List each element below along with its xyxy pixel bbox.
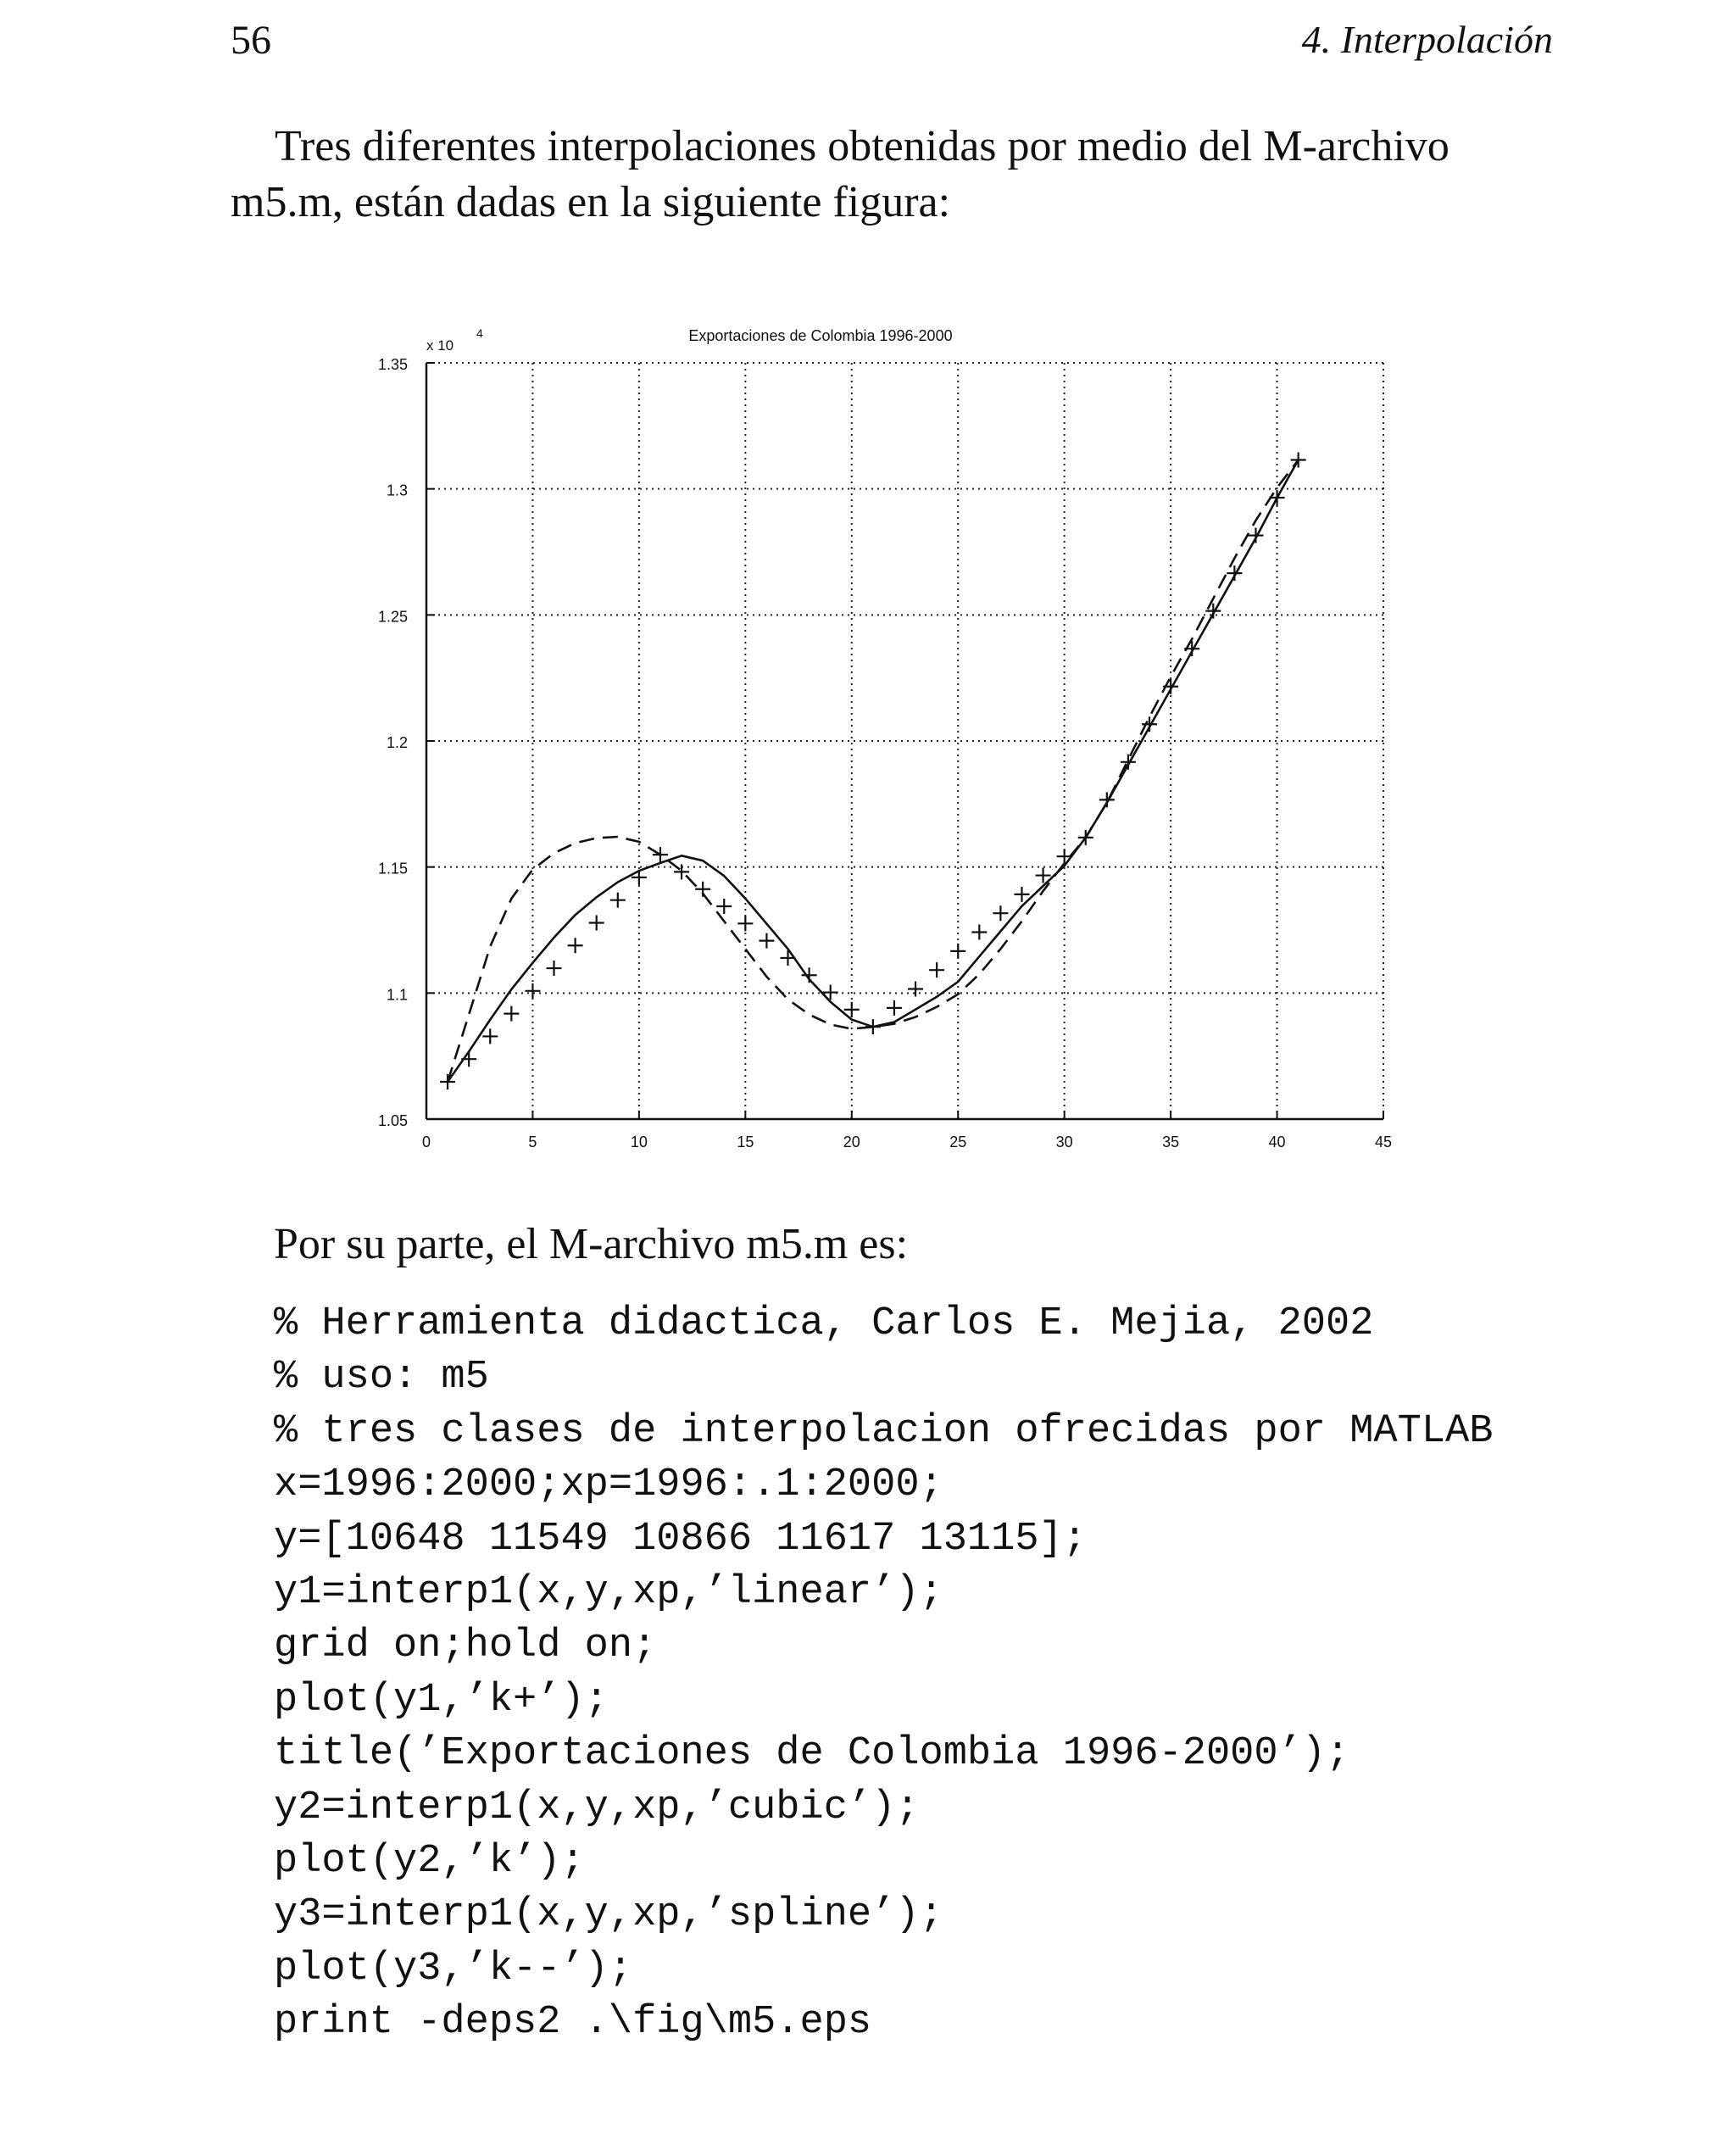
y-tick-label: 1.1	[386, 986, 408, 1004]
matlab-code-listing	[274, 1297, 1493, 2050]
chart-labels	[378, 326, 1392, 1150]
linear-plus-marker	[568, 938, 583, 953]
x-tick-label: 45	[1374, 1134, 1393, 1150]
chart-title: Exportaciones de Colombia 1996-2000	[688, 327, 953, 344]
x-tick-label: 25	[949, 1134, 967, 1150]
intro-text: Tres diferentes interpolaciones obtenidas por medio del M-archivo m5.m, están dadas en la siguiente figura:	[231, 122, 1449, 226]
linear-plus-marker	[504, 1006, 519, 1022]
code-line: print -deps2 .\fig\m5.eps	[274, 2000, 872, 2046]
linear-plus-marker	[737, 916, 753, 931]
linear-plus-marker	[632, 870, 647, 885]
linear-plus-marker	[759, 933, 774, 949]
x-tick-label: 5	[528, 1134, 537, 1150]
running-head: 4. Interpolación	[1301, 18, 1553, 61]
code-line: plot(y1,’k+’);	[274, 1677, 609, 1723]
x-tick-label: 10	[630, 1134, 648, 1150]
code-line: plot(y2,’k’);	[274, 1839, 585, 1885]
linear-plus-marker	[887, 1000, 902, 1016]
linear-plus-marker	[929, 962, 944, 978]
code-line: y1=interp1(x,y,xp,’linear’);	[274, 1570, 943, 1616]
code-line: y2=interp1(x,y,xp,’cubic’);	[274, 1785, 920, 1830]
page-number: 56	[231, 18, 271, 63]
x-tick-label: 20	[843, 1134, 860, 1150]
linear-plus-marker	[589, 915, 604, 930]
code-line: % uso: m5	[274, 1355, 489, 1401]
linear-plus-marker	[908, 982, 923, 997]
code-line: % Herramienta didactica, Carlos E. Mejia, 2002	[274, 1301, 1374, 1346]
linear-plus-marker	[482, 1028, 498, 1044]
linear-plus-marker	[547, 961, 562, 976]
y-tick-label: 1.05	[377, 1112, 408, 1129]
code-line: grid on;hold on;	[274, 1624, 657, 1669]
code-line: % tres clases de interpolacion ofrecidas por MATLAB	[274, 1408, 1494, 1454]
code-intro-paragraph: Por su parte, el M-archivo m5.m es:	[274, 1220, 909, 1268]
x-tick-label: 15	[737, 1134, 754, 1150]
code-line: title(’Exportaciones de Colombia 1996-2000’);	[274, 1731, 1350, 1777]
y-multiplier-exponent: 4	[476, 326, 483, 340]
chart-grid	[426, 363, 1383, 1119]
linear-plus-marker	[525, 983, 540, 999]
y-tick-label: 1.35	[377, 356, 408, 373]
code-line: y=[10648 11549 10866 11617 13115];	[274, 1516, 1087, 1562]
code-line: x=1996:2000;xp=1996:.1:2000;	[274, 1462, 943, 1508]
y-tick-label: 1.2	[386, 734, 408, 751]
linear-plus-marker	[971, 925, 987, 940]
y-tick-label: 1.15	[377, 860, 408, 877]
x-tick-label: 35	[1162, 1134, 1180, 1150]
x-tick-label: 0	[421, 1134, 431, 1150]
linear-plus-marker	[993, 905, 1008, 921]
y-multiplier-label: x 10	[426, 337, 454, 354]
y-tick-label: 1.3	[386, 482, 408, 499]
y-tick-label: 1.25	[377, 608, 408, 626]
intro-paragraph	[231, 119, 1553, 231]
code-line: y3=interp1(x,y,xp,’spline’);	[274, 1892, 943, 1938]
exports-chart	[356, 314, 1458, 1161]
linear-plus-marker	[716, 899, 732, 914]
code-line: plot(y3,’k--’);	[274, 1946, 633, 1991]
linear-plus-marker	[610, 893, 626, 908]
linear-plus-marker	[950, 944, 965, 959]
x-tick-label: 40	[1268, 1134, 1286, 1150]
x-tick-label: 30	[1055, 1134, 1073, 1150]
